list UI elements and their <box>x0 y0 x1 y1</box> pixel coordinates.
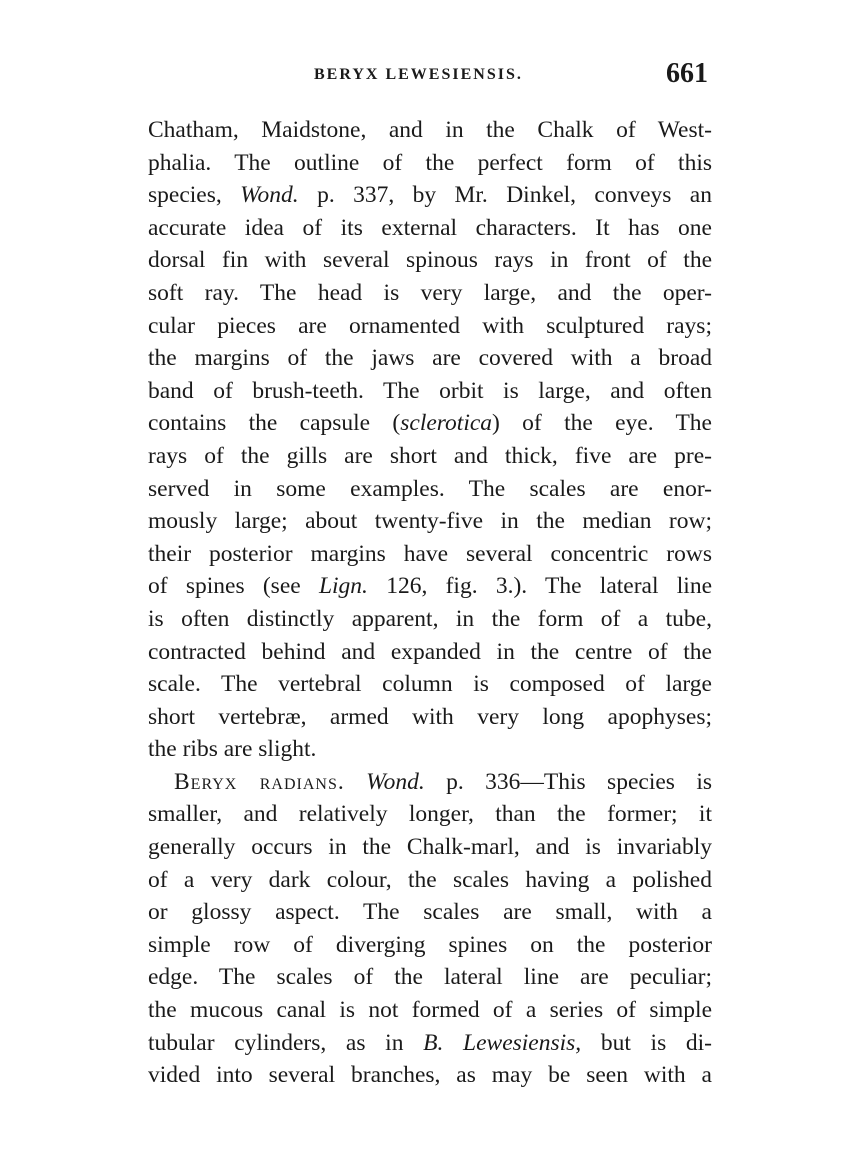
text-line: Chatham, Maidstone, and in the Chalk of West- <box>148 117 712 143</box>
italic-run: Lign. <box>318 573 368 600</box>
text-line: smaller, and relatively longer, than the former; it <box>148 801 712 828</box>
text-line: simple row of diverging spines on the posterior <box>148 931 712 958</box>
text-line: scale. The vertebral column is composed of large <box>148 671 712 698</box>
text-line <box>148 766 712 799</box>
page-number: 661 <box>666 58 708 89</box>
text-line: the margins of the jaws are covered with a broad <box>148 345 712 372</box>
text-line: accurate idea of its external characters. It has one <box>148 214 712 241</box>
text-run: tubular cylinders, as in <box>148 1029 424 1056</box>
text-run: contains the capsule ( <box>148 410 401 437</box>
text-line: rays of the gills are short and thick, five are pre- <box>148 442 712 469</box>
italic-run: Wond. <box>240 182 299 209</box>
text-line <box>148 1027 712 1060</box>
text-run: p. 336—This species is <box>424 768 712 795</box>
running-head <box>148 58 712 98</box>
text-line <box>148 407 712 440</box>
text-line: band of brush-teeth. The orbit is large, and often <box>148 377 712 404</box>
text-line <box>148 179 712 212</box>
italic-run: Wond. <box>366 768 425 795</box>
text-line: short vertebræ, armed with very long apophyses; <box>148 703 712 730</box>
text-run: of spines (see <box>148 573 319 600</box>
text-line: soft ray. The head is very large, and the oper- <box>148 279 712 306</box>
species-name: Beryx radians. <box>174 768 345 795</box>
body-text <box>148 114 712 1092</box>
text-line: edge. The scales of the lateral line are peculiar; <box>148 964 712 991</box>
text-line: is often distinctly apparent, in the form of a tube, <box>148 605 712 632</box>
text-line: vided into several branches, as may be seen with a <box>148 1062 712 1089</box>
text-line <box>148 570 712 603</box>
text-run <box>345 769 366 795</box>
running-title: BERYX LEWESIENSIS. <box>314 66 523 83</box>
text-run: species, <box>148 182 241 209</box>
text-line: cular pieces are ornamented with sculptured rays; <box>148 312 712 339</box>
text-run: p. 337, by Mr. Dinkel, conveys an <box>298 182 712 209</box>
text-line: phalia. The outline of the perfect form of this <box>148 149 712 176</box>
text-line: their posterior margins have several concentric rows <box>148 540 712 567</box>
text-run: 126, fig. 3.). The lateral line <box>367 573 712 600</box>
italic-run: B. Lewesiensis, <box>423 1029 582 1056</box>
text-line: served in some examples. The scales are enor- <box>148 475 712 502</box>
text-line: generally occurs in the Chalk-marl, and is invariably <box>148 834 712 861</box>
text-line: of a very dark colour, the scales having a polished <box>148 866 712 893</box>
italic-run: sclerotica <box>400 410 493 437</box>
text-line: the mucous canal is not formed of a series of simple <box>148 997 712 1024</box>
text-run: ) of the eye. The <box>492 410 712 437</box>
paragraph-2 <box>148 766 712 1092</box>
text-line: mously large; about twenty-five in the median row; <box>148 508 712 535</box>
text-line: contracted behind and expanded in the centre of the <box>148 638 712 665</box>
paragraph-1 <box>148 114 712 766</box>
text-line: or glossy aspect. The scales are small, with a <box>148 899 712 926</box>
book-page <box>148 58 712 1092</box>
text-run: but is di- <box>581 1029 712 1056</box>
text-line: dorsal fin with several spinous rays in front of the <box>148 247 712 274</box>
text-line: the ribs are slight. <box>148 736 317 763</box>
